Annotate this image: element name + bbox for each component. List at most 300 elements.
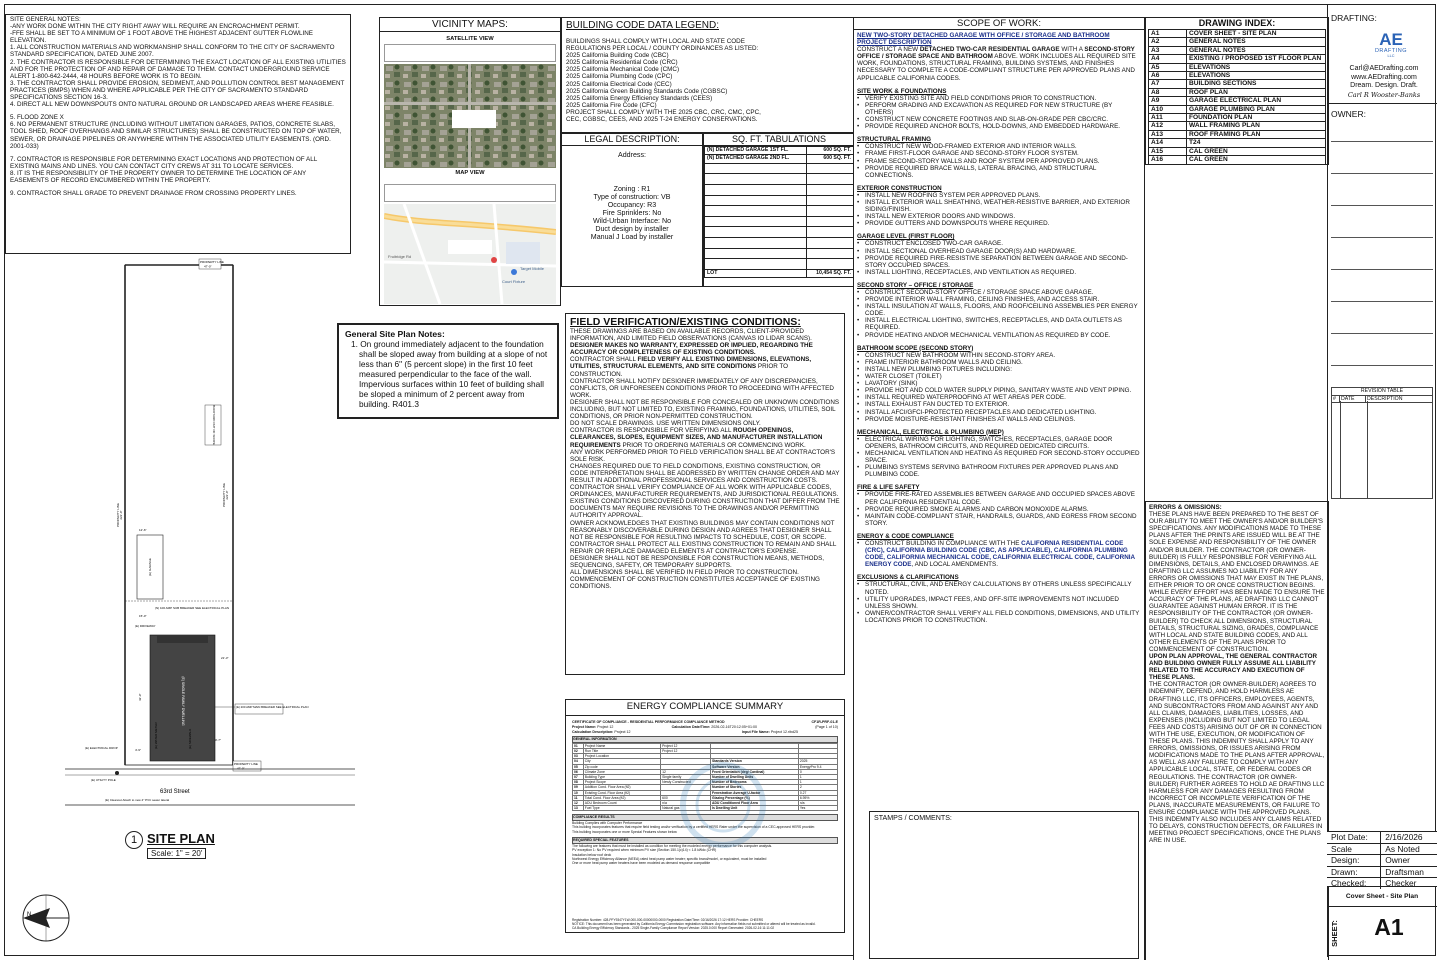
code-line: PROJECT SHALL COMPLY WITH THE 2025 CBC, CRC, CMC, CPC, xyxy=(566,108,761,116)
energy-watermark xyxy=(678,760,768,850)
cert-cell: 02 xyxy=(573,749,584,754)
sheet-name: Cover Sheet - Site Plan xyxy=(1327,887,1437,907)
sqft-row xyxy=(705,155,854,163)
satellite-label: SATELLITE VIEW xyxy=(446,36,494,42)
legal-lines xyxy=(562,185,702,241)
field-p6c: PRIOR TO ORDERING MATERIALS OR COMMENCING WORK. xyxy=(622,441,806,449)
cert-cell: Project Location xyxy=(583,754,660,759)
index-sheet-title: GARAGE PLUMBING PLAN xyxy=(1187,105,1326,113)
scope-section-list xyxy=(857,192,1141,227)
index-sheet-number: A12 xyxy=(1149,122,1187,130)
sqft-value: 600 SQ. FT. xyxy=(807,155,854,163)
cert-cell: 11 xyxy=(573,795,584,800)
scope-item: • CONSTRUCT NEW BATHROOM WITHIN SECOND-STORY AREA. xyxy=(857,352,1141,359)
field-title: FIELD VERIFICATION/EXISTING CONDITIONS: xyxy=(570,316,801,328)
legal-line: Wild-Urban Interface: No xyxy=(592,217,672,225)
index-sheet-title: CAL GREEN xyxy=(1187,156,1326,164)
drawn-label: Drawn: xyxy=(1327,866,1381,878)
cert-cell: 10 xyxy=(573,790,584,795)
scope-item: • INSTALL LIGHTING, RECEPTACLES, AND VENTILATION AS REQUIRED. xyxy=(857,269,1141,276)
site-notes-text: 1. On ground immediately adjacent to the foundation shall be sloped away from building at a slope of not less than 6" (5 percent slope) in the first 10 feet measured perpendicular to the face of the wall. Impervious surfaces within 10 feet of building shall be sloped a minimum of 2 percent away from building. R401.3 xyxy=(351,339,548,409)
cert-cell: Total Cond. Floor Area (ft2) xyxy=(583,795,660,800)
main-breaker-label: (E) 200 AMP MAIN BREAKER SEE ELECTRICAL PLAN xyxy=(236,705,309,709)
scope-item: • PROVIDE INTERIOR WALL FRAMING, CEILING FINISHES, AND ACCESS STAIR. xyxy=(857,296,1141,303)
stamps-comments-box xyxy=(869,811,1139,959)
cert-cell: Project 12 xyxy=(661,743,711,748)
title-rule xyxy=(1327,103,1437,104)
sqft-tabulations xyxy=(703,133,855,287)
legal-line: Duct design by installer xyxy=(595,225,669,233)
cert-project-name-label: Project Name: xyxy=(572,725,597,730)
scope-project-title: NEW TWO-STORY DETACHED GARAGE WITH OFFICE / STORAGE AND BATHROOM PROJECT DESCRIPTION xyxy=(857,32,1110,47)
scope-item: • INSTALL SECTIONAL OVERHEAD GARAGE DOOR(S) AND HARDWARE. xyxy=(857,248,1141,255)
rev-col-num: # xyxy=(1332,396,1340,403)
cert-cell: Natural gas xyxy=(661,806,711,811)
index-row xyxy=(1149,72,1326,80)
errors-p1: THESE PLANS HAVE BEEN PREPARED TO THE BEST OF OUR ABILITY TO MEET THE OWNER'S AND/OR BUILDER'S SPECIFICATIONS. ANY MODIFICATIONS MADE TO THESE PLANS AFTER THE PRINTS ARE ISSUED WILL BE AT THE SOLE EXPENSE AND RESPONSIBILITY OF THE OWNER AND/OR BUILDER. THE CONTRACTOR (OR OWNER-BUILDER) IS FULLY RESPONSIBLE FOR VERIFYING ALL DIMENSIONS, DETAILS, AND ENCLOSED DRAWINGS. AE DRAFTING LLC ASSUMES NO LIABILITY FOR ANY ERRORS OR OMISSIONS THAT MAY EXIST IN THE PLANS, EITHER PRIOR TO OR ONCE CONSTRUCTION BEGINS. WHILE EVERY EFFORT HAS BEEN MADE TO ENSURE THE ACCURACY OF THE PLANS, AE DRAFTING LLC CANNOT GUARANTEE AGAINST HUMAN ERROR. IT IS THE RESPONSIBILITY OF THE CONTRACTOR (OR OWNER-BUILDER) TO CHECK ALL DIMENSIONS, STRUCTURAL DETAILS, STRUCTURAL SIZING, GRADES, COMPLIANCE WITH LOCAL AND STATE BUILDING CODES, AND ALL OTHER ELEMENTS OF THE PLANS PRIOR TO COMMENCEMENT OF CONSTRUCTION. xyxy=(1149,511,1325,653)
scope-energy-b: CALIFORNIA RESIDENTIAL CODE (CRC), CALIFORNIA BUILDING CODE (CBC, AS APPLICABLE), CALIFORNIA PLUMBING CODE, CALIFORNIA MECHANICAL CODE, CALIFORNIA ELECTRICAL CODE, CALIFORNIA ENERGY CODE xyxy=(865,540,1135,569)
sqft-empty-cell xyxy=(807,206,854,217)
pl-tag-rear: PROPERTY LINE xyxy=(200,260,224,264)
scope-section-title: STRUCTURAL FRAMING xyxy=(857,136,932,144)
field-p6b: ROUGH OPENINGS, CLEARANCES, SLOPES, EQUIPMENT SIZES, AND MANUFACTURER INSTALLATION REQUIREMENTS xyxy=(570,427,823,449)
legal-description xyxy=(561,133,703,287)
scope-section-title: BATHROOM SCOPE (SECOND STORY) xyxy=(857,344,974,352)
revision-headers xyxy=(1332,396,1432,404)
scope-energy-list xyxy=(857,540,1141,568)
rev-col-date: DATE xyxy=(1340,396,1366,403)
cert-cell: Fuel Type xyxy=(583,806,660,811)
sheet-label: SHEET: xyxy=(1329,920,1339,947)
cert-cell: 0 xyxy=(798,769,837,774)
pl-left-label: PROPERTY LINE xyxy=(116,503,120,527)
index-sheet-number: A5 xyxy=(1149,63,1187,71)
sqft-title: SQ. FT. TABULATIONS xyxy=(704,134,854,146)
scope-item: • FRAME INTERIOR BATHROOM WALLS AND CEILING. xyxy=(857,359,1141,366)
index-row xyxy=(1149,30,1326,38)
legal-line: Type of construction: VB xyxy=(593,193,671,201)
energy-certificate xyxy=(565,715,845,933)
cert-input-file-value: Project 12.ribd25 xyxy=(770,729,798,734)
index-sheet-title: COVER SHEET - SITE PLAN xyxy=(1187,30,1326,38)
cert-calc-desc-value: Project 12 xyxy=(614,729,631,734)
scope-item: • CONSTRUCT NEW WOOD-FRAMED EXTERIOR AND INTERIOR WALLS. xyxy=(857,143,1141,150)
cert-result-line: Building Complies with Computer Performance xyxy=(572,821,643,826)
scope-item: • PROVIDE MOISTURE-RESISTANT FINISHES AT WALLS AND CEILINGS. xyxy=(857,416,1141,423)
cert-cell: Climate Zone xyxy=(583,769,660,774)
sqft-label: (N) DETACHED GARAGE 2ND FL. xyxy=(705,155,807,163)
index-row xyxy=(1149,88,1326,96)
field-p10: EXISTING CONDITIONS DISCOVERED DURING CONSTRUCTION THAT DIFFER FROM THE DOCUMENTS MAY REQUIRE REVISIONS TO THE DRAWINGS AND/OR PERMITTING AUTHORITY APPROVAL. xyxy=(570,498,840,520)
sheet-number: A1 xyxy=(1374,914,1404,940)
sqft-empty-row xyxy=(705,163,854,174)
scope-intro xyxy=(857,46,1141,81)
sqft-empty-cell xyxy=(705,216,807,227)
general-note-item: -ANY WORK DONE WITHIN THE CITY RIGHT AWAY WILL REQUIRE AN ENCROACHMENT PERMIT. xyxy=(10,23,300,31)
index-sheet-title: T24 xyxy=(1187,139,1326,147)
cert-cell: 1 xyxy=(798,780,837,785)
sqft-empty-row xyxy=(705,216,854,227)
dim-6: 4'-9" xyxy=(135,748,141,752)
field-p13: DESIGNER SHALL NOT BE RESPONSIBLE FOR CONSTRUCTION MEANS, METHODS, SEQUENCING, SAFETY, OR TEMPORARY SUPPORTS. xyxy=(570,555,825,570)
design-row xyxy=(1327,855,1437,867)
index-row xyxy=(1149,122,1326,130)
cert-cell: 6.95% xyxy=(798,795,837,800)
sqft-empty-cell xyxy=(807,259,854,270)
cert-cell: Project Scope xyxy=(583,780,660,785)
map-road-label: Fruitridge Rd xyxy=(388,254,412,259)
dim-4: 42'-9" xyxy=(138,693,142,701)
checked-value: Checker xyxy=(1385,878,1417,889)
cert-result-line: This building incorporates features that require field testing and/or verification by a certified HERS Rater under the supervision of a CEC-approved HERS provider. xyxy=(572,825,816,830)
scope-item: • INSTALL NEW EXTERIOR DOORS AND WINDOWS. xyxy=(857,213,1141,220)
cert-cell: ADU Bedroom Count xyxy=(583,801,660,806)
scope-intro-d: SECOND-STORY OFFICE / STORAGE SPACE AND BATHROOM xyxy=(857,46,1135,61)
revision-table xyxy=(1331,387,1433,499)
company-tagline: Dream. Design. Draft. xyxy=(1350,82,1418,89)
dim-2: 15'-0" xyxy=(139,614,147,618)
field-p6a: CONTRACTOR IS RESPONSIBLE FOR VERIFYING ALL xyxy=(570,427,732,435)
scope-item: • PROVIDE REQUIRED ANCHOR BOLTS, HOLD-DOWNS, AND EMBEDDED HARDWARE. xyxy=(857,123,1141,130)
cert-cell: ADU Conditioned Floor Area xyxy=(711,801,799,806)
index-sheet-title: ELEVATIONS xyxy=(1187,72,1326,80)
general-notes-list xyxy=(10,23,346,197)
index-table xyxy=(1148,29,1326,165)
backyard-label: BACKYARD OUT OF SCOPE xyxy=(212,405,216,445)
sqft-empty-cell xyxy=(807,195,854,206)
sqft-empty-row xyxy=(705,185,854,196)
cert-cell: 07 xyxy=(573,775,584,780)
sqft-empty-row xyxy=(705,195,854,206)
general-note-item: 1. ALL CONSTRUCTION MATERIALS AND WORKMANSHIP SHALL CONFORM TO THE CITY OF SACRAMENTO STANDARD SPECIFICATION, DATED JUNE 2007. xyxy=(10,44,335,59)
scope-section-title: GARAGE LEVEL (FIRST FLOOR) xyxy=(857,233,955,241)
sqft-empty-cell xyxy=(807,185,854,196)
dim-3: 21'-3" xyxy=(221,656,229,660)
drawing-index xyxy=(1145,17,1329,165)
plot-date-value: 2/16/2026 xyxy=(1381,832,1437,843)
stamps-label: STAMPS / COMMENTS: xyxy=(874,814,952,822)
scope-intro-e: ABOVE. WORK INCLUDES ALL REQUIRED SITE WORK, FOUNDATIONS, STRUCTURAL FRAMING, BUILDING SYSTEMS, AND FINISHES NECESSARY TO COMPLETE A CODE-COMPLIANT STRUCTURE PER APPROVED PLANS AND APPLICABLE CALIFORNIA CODES. xyxy=(857,53,1136,82)
cert-calc-date-value: 2026-02-16T20:12:05+01:00 xyxy=(711,725,757,730)
index-sheet-number: A2 xyxy=(1149,38,1187,46)
scope-item: • INSTALL EXTERIOR WALL SHEATHING, WEATHER-RESISTIVE BARRIER, AND EXTERIOR SIDING/FINISH. xyxy=(857,199,1141,213)
scope-energy-a: CONSTRUCT BUILDING IN COMPLIANCE WITH THE xyxy=(865,540,1020,547)
cert-cell: EnergyPro 9.4 xyxy=(798,764,837,769)
owner-label: OWNER: xyxy=(1331,109,1366,119)
sqft-empty-cell xyxy=(705,185,807,196)
cert-cell: Glazing Percentage (%) xyxy=(711,795,799,800)
code-line: 2025 California Electrical Code (CEC) xyxy=(566,80,672,88)
index-row xyxy=(1149,105,1326,113)
cert-special-features: REQUIRED SPECIAL FEATURES xyxy=(572,837,838,844)
index-sheet-number: A6 xyxy=(1149,72,1187,80)
logo-letters: AE xyxy=(1379,30,1403,49)
cert-footer xyxy=(572,918,838,930)
cert-feature-line: Insulation below roof deck xyxy=(572,852,612,857)
cert-feature-line: One or more heat pump water heaters have been modeled as demand response compatible xyxy=(572,861,711,866)
electrical-drop-label: (E) ELECTRICAL DROP xyxy=(85,746,118,750)
legal-line: Occupancy: R3 xyxy=(607,201,657,209)
errors-p2: UPON PLAN APPROVAL, THE GENERAL CONTRACTOR AND BUILDING OWNER FULLY ASSUME ALL LIABILITY RELATED TO THE ACCURACY AND EXECUTION OF THESE PLANS. xyxy=(1149,652,1318,682)
cert-cell: City xyxy=(583,759,660,764)
scope-exclusion-item: • OWNER/CONTRACTOR SHALL VERIFY ALL FIELD CONDITIONS, DIMENSIONS, AND UTILITY LOCATIONS PRIOR TO CONSTRUCTION. xyxy=(857,610,1141,624)
drawn-row xyxy=(1327,866,1437,878)
field-p15: COMMENCEMENT OF CONSTRUCTION CONSTITUTES ACCEPTANCE OF EXISTING CONDITIONS. xyxy=(570,576,820,591)
general-note-item: 7. CONTRACTOR IS RESPONSIBLE FOR DETERMINING EXACT LOCATIONS AND PROTECTION OF ALL EXISTING MAINS AND LINES. YOU CAN CONTACT CITY CREWS AT 311 TO LOCATE SERVICES. xyxy=(10,155,317,170)
cert-cell: Number of Bedrooms xyxy=(711,780,799,785)
drawing-sheet xyxy=(4,4,1436,956)
owner-rule xyxy=(1331,269,1433,270)
rev-col-rule-2 xyxy=(1367,401,1368,498)
index-row xyxy=(1149,97,1326,105)
index-sheet-number: A13 xyxy=(1149,130,1187,138)
scope-sections xyxy=(857,88,1141,527)
sqft-row xyxy=(705,147,854,155)
general-note-item: 6. NO PERMANENT STRUCTURE (INCLUDING WITHOUT LIMITATION GARAGES, PATIOS, CONCRETE SLABS, TOOL SHED, ROOF OVERHANGS AND SIMILAR STRUCTURES) SHALL BE CONSTRUCTED ON TOP OF WATER, SEWER, OR DRAINAGE PIPELINES OR ANYWHERE WITHIN THE ASSOCIATED UTILITY EASEMENTS. (ORD. 2001-033) xyxy=(10,121,342,150)
index-row xyxy=(1149,156,1326,164)
site-plan-scale: Scale: 1" = 20' xyxy=(147,848,206,859)
scope-item: • PROVIDE REQUIRED BRACE WALLS, LATERAL BRACING, AND STRUCTURAL CONNECTIONS. xyxy=(857,165,1141,179)
vicinity-title: VICINITY MAPS: xyxy=(380,18,560,32)
scope-section-title: EXTERIOR CONSTRUCTION xyxy=(857,184,942,192)
sqft-label: (N) DETACHED GARAGE 1ST FL. xyxy=(705,147,807,155)
cert-input-file xyxy=(742,730,798,734)
owner-rule xyxy=(1331,173,1433,174)
sqft-empty-row xyxy=(705,237,854,248)
scope-energy-item xyxy=(857,540,1141,568)
pl-right-dim: 222'-0" xyxy=(225,490,229,500)
sqft-empty-cell xyxy=(807,227,854,238)
code-legend-title: BUILDING CODE DATA LEGEND: xyxy=(566,20,719,31)
cert-cell: Number of Stories xyxy=(711,785,799,790)
energy-summary-header xyxy=(565,699,845,715)
index-sheet-number: A9 xyxy=(1149,97,1187,105)
cert-cell: Addition Cond. Floor Area (ft2) xyxy=(583,785,660,790)
scope-item: • CONSTRUCT ENCLOSED TWO-CAR GARAGE. xyxy=(857,240,1141,247)
cert-footer-line: CA Building Energy Efficiency Standards - 2025 Single-Family Compliance Report Version: 2025.0.000 Report Generated: 2026-02-16 11:11:02 xyxy=(572,926,775,930)
cleanout-label: (E) Cleanout Attach to new 4" PVC sewer lateral xyxy=(105,798,170,802)
code-line: 2025 California Energy Efficiency Standards (CEES) xyxy=(566,94,713,102)
scope-item: • ELECTRICAL WIRING FOR LIGHTING, SWITCHES, RECEPTACLES, GARAGE DOOR OPENERS, BATHROOM CIRCUITS, AND REQUIRED DEDICATED CIRCUITS. xyxy=(857,436,1141,450)
scope-item: • CONSTRUCT SECOND-STORY OFFICE / STORAGE SPACE ABOVE GARAGE. xyxy=(857,289,1141,296)
scale-value: As Noted xyxy=(1381,843,1437,855)
cert-cell: 1 xyxy=(798,775,837,780)
scope-item: • PLUMBING SYSTEMS SERVING BATHROOM FIXTURES PER APPROVED PLANS AND PLUMBING CODE. xyxy=(857,464,1141,478)
scope-item: • INSTALL ELECTRICAL LIGHTING, SWITCHES, RECEPTACLES, AND DATA OUTLETS AS REQUIRED. xyxy=(857,317,1141,331)
general-note-item: 8. IT IS THE RESPONSIBILITY OF THE PROPERTY OWNER TO DETERMINE THE LOCATION OF ANY EASEMENTS OF RECORD ENCUMBERED WITHIN THE PROPERTY. xyxy=(10,169,307,184)
cert-general-info: GENERAL INFORMATION xyxy=(572,736,838,743)
cert-cell: 12 xyxy=(573,801,584,806)
index-sheet-number: A7 xyxy=(1149,80,1187,88)
cert-cell: Single family xyxy=(661,775,711,780)
owner-rule xyxy=(1331,141,1433,142)
scope-exclusion-item: • UTILITY UPGRADES, IMPACT FEES, AND OFF-SITE IMPROVEMENTS NOT INCLUDED UNLESS SHOWN. xyxy=(857,596,1141,610)
field-p2a: CONTRACTOR SHALL xyxy=(570,356,636,364)
cert-feature-line: PV exception 1: No PV required when minimum PV size (Section 150.1(c)14) < 1.8 kWdc (CHR) xyxy=(572,848,717,853)
logo-word: DRAFTING xyxy=(1374,48,1408,54)
code-line: CEC, CGBSC, CEES, AND 2025 T-24 ENERGY CONSERVATIONS. xyxy=(566,116,758,124)
sqft-empty-cell xyxy=(705,206,807,217)
index-sheet-title: WALL FRAMING PLAN xyxy=(1187,122,1326,130)
cert-footer-line: NOTICE: This document has been generated by California Energy Commission registration software. Any information fields not submitted or altered will be treated as invalid. xyxy=(572,922,816,926)
field-verification xyxy=(565,313,845,675)
vicinity-maps xyxy=(379,17,561,306)
field-p1: THESE DRAWINGS ARE BASED ON AVAILABLE RECORDS, CLIENT-PROVIDED INFORMATION, AND LIMITED FIELD OBSERVATIONS (CANVAS IO LIDAR SCANS). xyxy=(570,328,812,343)
sqft-empty-row xyxy=(705,174,854,185)
site-general-notes xyxy=(5,14,351,254)
designer-signature: Carl R Wooster-Banks xyxy=(1347,90,1421,99)
design-label: Design: xyxy=(1327,855,1381,867)
sqft-empty-cell xyxy=(705,174,807,185)
index-sheet-number: A10 xyxy=(1149,105,1187,113)
cert-feature-line: Northwest Energy Efficiency Alliance (NEEA) rated heat pump water heater; specific brand/model, or equivalent, must be installed xyxy=(572,857,767,862)
sqft-empty-row xyxy=(705,259,854,270)
scope-item: • INSTALL INSULATION AT WALLS, FLOORS, AND ROOF/CEILING ASSEMBLIES PER ENERGY CODE. xyxy=(857,303,1141,317)
cert-header xyxy=(572,720,838,724)
cert-cell: Newly Constructed xyxy=(661,780,711,785)
general-site-plan-notes xyxy=(337,323,559,419)
scope-item: • PROVIDE REQUIRED SMOKE ALARMS AND CARBON MONOXIDE ALARMS. xyxy=(857,506,1141,513)
map-street-label: Court Fixture xyxy=(502,279,526,284)
dim-1: 12'-6" xyxy=(139,528,147,532)
cert-cell: 01 xyxy=(573,743,584,748)
index-sheet-title: EXISTING / PROPOSED 1ST FLOOR PLAN xyxy=(1187,55,1326,63)
code-line: BUILDINGS SHALL COMPLY WITH LOCAL AND STATE CODE xyxy=(566,38,745,45)
sqft-empty-cell xyxy=(807,174,854,185)
cert-cell: Zip code xyxy=(583,764,660,769)
cert-feature-line: The following are features that must be installed as condition for meeting the modeled energy performance for this computer analysis. xyxy=(572,843,773,848)
field-p9: CONTRACTOR SHALL VERIFY COMPLIANCE OF ALL WORK WITH APPLICABLE CODES, ORDINANCES, MANUFACTURER REQUIREMENTS, AND JURISDICTIONAL REGULATIONS. xyxy=(570,484,839,499)
owner-rule xyxy=(1331,301,1433,302)
index-sheet-number: A1 xyxy=(1149,30,1187,38)
satellite-image xyxy=(384,64,556,168)
sqft-empty-cell xyxy=(807,237,854,248)
title-block-divider xyxy=(1327,5,1328,957)
scope-section-list xyxy=(857,143,1141,178)
field-p12: CONTRACTOR SHALL PROTECT ALL EXISTING CONSTRUCTION TO REMAIN AND SHALL REPAIR OR REPLACE DAMAGED ELEMENTS AT CONTRACTOR'S EXPENSE. xyxy=(570,540,837,555)
cert-cell: 2 xyxy=(798,785,837,790)
sqft-empty-cell xyxy=(705,248,807,259)
scope-exclusions-list xyxy=(857,581,1141,624)
sqft-lot-row xyxy=(705,269,854,277)
scope-intro-a: CONSTRUCT A NEW xyxy=(857,46,919,54)
scope-intro-c: WITH A xyxy=(1061,46,1083,54)
scope-section-list xyxy=(857,491,1141,526)
cert-input-file-label: Input File Name: xyxy=(741,729,770,734)
rev-col-rule-1 xyxy=(1340,401,1341,498)
north-arrow-icon xyxy=(19,891,73,945)
index-sheet-number: A8 xyxy=(1149,88,1187,96)
scope-item: • PROVIDE HEATING AND/OR MECHANICAL VENTILATION AS REQUIRED BY CODE. xyxy=(857,332,1141,339)
scope-item: • FRAME FIRST-FLOOR GARAGE AND SECOND-STORY FLOOR SYSTEM. xyxy=(857,150,1141,157)
scale-label: Scale xyxy=(1327,843,1381,855)
legal-line: Fire Sprinklers: No xyxy=(602,209,662,217)
index-sheet-title: ROOF PLAN xyxy=(1187,88,1326,96)
field-p1b: DESIGNER MAKES NO WARRANTY, EXPRESSED OR IMPLIED, REGARDING THE ACCURACY OR COMPLETENESS OF EXISTING CONDITIONS. xyxy=(570,342,813,357)
owner-rule xyxy=(1331,365,1433,366)
index-sheet-title: BUILDING SECTIONS xyxy=(1187,80,1326,88)
address-label: Address: xyxy=(618,151,646,159)
water-meter-label: (E) WATER METER xyxy=(154,722,158,749)
scope-item: • MAINTAIN CODE-COMPLIANT STAIR, HANDRAILS, GUARDS, AND EGRESS FROM SECOND STORY. xyxy=(857,513,1141,527)
sqft-empty-cell xyxy=(807,163,854,174)
sqft-value: 600 SQ. FT. xyxy=(807,147,854,155)
scope-item: • INSTALL AFCI/GFCI-PROTECTED RECEPTACLES AND DEDICATED LIGHTING. xyxy=(857,409,1141,416)
utility-pole-label: (E) UTILITY POLE xyxy=(91,778,116,782)
detail-number-bubble: 1 xyxy=(125,831,143,849)
index-row xyxy=(1149,139,1326,147)
scope-intro-b: DETACHED TWO-CAR RESIDENTIAL GARAGE xyxy=(919,46,1060,54)
scope-item: • PROVIDE GUTTERS AND DOWNSPOUTS WHERE REQUIRED. xyxy=(857,220,1141,227)
general-note-item: 2. THE CONTRACTOR IS RESPONSIBLE FOR DETERMINING THE EXACT LOCATION OF ALL EXISTING UTILITIES AND FOR THE PROTECTION OF AND REPAIR OF DAMAGE TO THEM. CONTACT UNDERGROUND SERVICE ALERT 1-800-642-2444, 48 HOURS BEFORE WORK IS TO BEGIN. xyxy=(10,58,346,80)
cert-cell: Number of Dwelling Units xyxy=(711,775,799,780)
scope-section-title: FIRE & LIFE SAFETY xyxy=(857,484,920,492)
cert-cell: Existing Cond. Floor Area (ft2) xyxy=(583,790,660,795)
scope-item: • WATER CLOSET (TOILET) xyxy=(857,373,1141,380)
scope-item: • PERFORM GRADING AND EXCAVATION AS REQUIRED FOR NEW STRUCTURE (BY OTHERS) xyxy=(857,102,1141,116)
cert-meta-2 xyxy=(572,730,838,734)
index-sheet-title: ELEVATIONS xyxy=(1187,63,1326,71)
scope-section-list xyxy=(857,352,1141,423)
code-line: 2025 California Building Code (CBC) xyxy=(566,52,669,60)
index-row xyxy=(1149,55,1326,63)
cert-cell: 09 xyxy=(573,785,584,790)
cert-cell: 06 xyxy=(573,769,584,774)
errors-p3: THE CONTRACTOR (OR OWNER-BUILDER) AGREES TO INDEMNIFY, DEFEND, AND HOLD HARMLESS AE DRAFTING LLC, ITS OFFICERS, EMPLOYEES, AGENTS, AND SUBCONTRACTORS FROM AND AGAINST ANY AND ALL CLAIMS, DAMAGES, LIABILITIES, LOSSES, AND EXPENSES (INCLUDING BUT NOT LIMITED TO LEGAL FEES AND COSTS) ARISING OUT OF OR IN CONNECTION WITH THE USE, EXECUTION, OR MODIFICATION OF THESE PLANS. THIS INDEMNITY SHALL APPLY TO ANY ERRORS, OMISSIONS, OR ISSUES ARISING FROM MODIFICATIONS MADE TO THE PLANS AFTER APPROVAL, AS WELL AS ANY FAILURE TO COMPLY WITH ANY APPLICABLE LOCAL, STATE, OR FEDERAL CODES OR REGULATIONS. THE CONTRACTOR (OR OWNER-BUILDER) FURTHER AGREES TO HOLD AE DRAFTING LLC HARMLESS FOR ANY DAMAGES RESULTING FROM INCORRECT OR INCOMPLETE VERIFICATION OF THE PLANS, INACCURATE MEASUREMENTS, OR FAILURE TO ENSURE COMPLIANCE WITH THE APPROVED PLANS. THIS INDEMNITY ALSO INCLUDES ANY CLAIMS RELATED TO DELAYS, CONSTRUCTION DEFECTS, OR FAILURES IN MEETING PROJECT SPECIFICATIONS, ONCE THE PLANS ARE IN USE. xyxy=(1149,681,1325,845)
company-email: Carl@AEDrafting.com xyxy=(1349,65,1419,72)
north-arrow-label: N xyxy=(27,912,32,918)
scale-row xyxy=(1327,843,1437,855)
legal-title: LEGAL DESCRIPTION: xyxy=(562,134,702,146)
sqft-empty-row xyxy=(705,227,854,238)
cert-cell: 12 xyxy=(661,769,711,774)
scope-item: • INSTALL REQUIRED WATERPROOFING AT WET AREAS PER CODE. xyxy=(857,394,1141,401)
field-p2c: PRIOR TO CONSTRUCTION. xyxy=(570,363,789,378)
sqft-empty-row xyxy=(705,248,854,259)
scope-item: • CONSTRUCT NEW CONCRETE FOOTINGS AND SLAB-ON-GRADE PER CBC/CRC. xyxy=(857,116,1141,123)
cert-compliance-results: COMPLIANCE RESULTS xyxy=(572,814,838,821)
code-line: 2025 California Plumbing Code (CPC) xyxy=(566,73,673,81)
cert-result-line: This building incorporates one or more Special Features shown below xyxy=(572,829,677,834)
field-p11: OWNER ACKNOWLEDGES THAT EXISTING BUILDINGS MAY CONTAIN CONDITIONS NOT REASONABLY DISCOVERABLE DURING DESIGN AND AGREES THAT DESIGNER SHALL NOT BE RESPONSIBLE FOR RESULTING IMPACTS TO SCHEDULE, COST, OR SCOPE. xyxy=(570,519,835,541)
field-p7: ANY WORK PERFORMED PRIOR TO FIELD VERIFICATION SHALL BE AT CONTRACTOR'S SOLE RISK. xyxy=(570,448,836,463)
cert-cell: Front Orientation (deg/ Cardinal) xyxy=(711,769,799,774)
scope-exclusions-title: EXCLUSIONS & CLARIFICATIONS xyxy=(857,574,959,582)
cert-cell: Software Version xyxy=(711,764,799,769)
cert-calc-desc-label: Calculation Description: xyxy=(572,729,614,734)
cert-project-name-value: Project 12 xyxy=(597,725,614,730)
street-label: 63rd Street xyxy=(160,789,190,795)
index-sheet-title: GARAGE ELECTRICAL PLAN xyxy=(1187,97,1326,105)
scope-item: • INSTALL NEW ROOFING SYSTEM PER APPROVED PLANS. xyxy=(857,192,1141,199)
sqft-empty-row xyxy=(705,206,854,217)
cert-cell: 05 xyxy=(573,764,584,769)
residence-label: (E) SINGLE FAMILY DWELLING xyxy=(181,676,185,726)
cert-cell: 08 xyxy=(573,780,584,785)
plot-date-label: Plot Date: xyxy=(1327,832,1381,843)
scope-section-list xyxy=(857,95,1141,130)
scope-item: • INSTALL EXHAUST FAN DUCTED TO EXTERIOR. xyxy=(857,401,1141,408)
scope-section-title: MECHANICAL, ELECTRICAL & PLUMBING (MEP) xyxy=(857,428,1004,436)
index-row xyxy=(1149,46,1326,54)
residence-roof-break xyxy=(157,635,208,643)
field-p6 xyxy=(570,427,840,448)
scope-item: • PROVIDE HOT AND COLD WATER SUPPLY PIPING, SANITARY WASTE AND VENT PIPING. xyxy=(857,387,1141,394)
pl-right-label: PROPERTY LINE xyxy=(222,483,226,507)
cert-cell: 2025 xyxy=(798,759,837,764)
code-line: REGULATIONS PER LOCAL / COUNTY ORDINANCES AS LISTED: xyxy=(566,45,759,53)
scope-section-list xyxy=(857,240,1141,275)
